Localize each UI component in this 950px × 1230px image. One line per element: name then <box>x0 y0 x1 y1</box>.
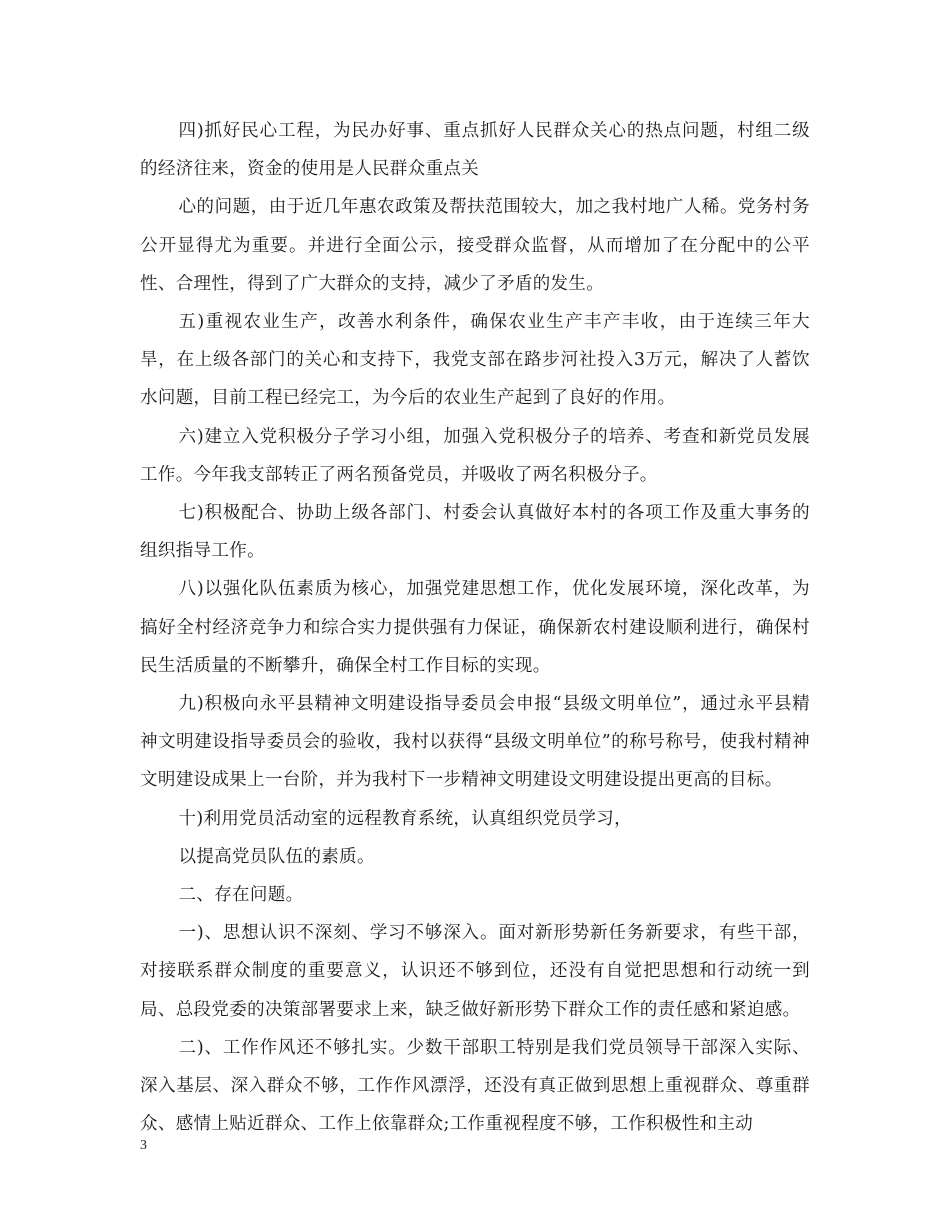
paragraph-10-continued: 以提高党员队伍的素质。 <box>178 846 375 867</box>
paragraph-4: 四)抓好民心工程，为民办好事、重点抓好人民群众关心的热点问题，村组二级的经济往来，资金的使用是人民群众重点关 <box>140 121 810 180</box>
page-number: 3 <box>140 1138 147 1153</box>
paragraph-7: 七)积极配合、协助上级各部门、村委会认真做好本村的各项工作及重大事务的组织指导工作。 <box>140 503 810 562</box>
problem-1: 一)、思想认识不深刻、学习不够深入。面对新形势新任务新要求，有些干部，对接联系群众制度的重要意义，认识还不够到位，还没有自觉把思想和行动统一到局、总段党委的决策部署要求上来，缺乏做好新形势下群众工作的责任感和紧迫感。 <box>140 923 810 1020</box>
paragraph-10: 十)利用党员活动室的远程教育系统，认真组织党员学习， <box>178 808 632 829</box>
document-body <box>140 112 810 1143</box>
paragraph-4-continued: 心的问题，由于近几年惠农政策及帮扶范围较大，加之我村地广人稀。党务村务公开显得尤为重要。并进行全面公示，接受群众监督，从而增加了在分配中的公平性、合理性，得到了广大群众的支持，减少了矛盾的发生。 <box>140 197 810 294</box>
paragraph-8: 八)以强化队伍素质为核心，加强党建思想工作，优化发展环境，深化改革，为搞好全村经济竞争力和综合实力提供强有力保证，确保新农村建设顺利进行，确保村民生活质量的不断攀升，确保全村工作目标的实现。 <box>140 579 810 676</box>
paragraph-6: 六)建立入党积极分子学习小组，加强入党积极分子的培养、考查和新党员发展工作。今年我支部转正了两名预备党员，并吸收了两名积极分子。 <box>140 426 810 485</box>
paragraph-5: 五)重视农业生产，改善水利条件，确保农业生产丰产丰收，由于连续三年大旱，在上级各部门的关心和支持下，我党支部在路步河社投入3万元，解决了人蓄饮水问题，目前工程已经完工，为今后的农业生产起到了良好的作用。 <box>140 312 810 409</box>
paragraph-9: 九)积极向永平县精神文明建设指导委员会申报“县级文明单位”，通过永平县精神文明建设指导委员会的验收，我村以获得“县级文明单位”的称号称号，使我村精神文明建设成果上一台阶，并为我村下一步精神文明建设文明建设提出更高的目标。 <box>140 694 810 791</box>
section-heading-problems: 二、存在问题。 <box>178 885 304 906</box>
problem-2: 二)、工作作风还不够扎实。少数干部职工特别是我们党员领导干部深入实际、深入基层、深入群众不够，工作作风漂浮，还没有真正做到思想上重视群众、尊重群众、感情上贴近群众、工作上依靠群众;工作重视程度不够，工作积极性和主动 <box>140 1037 810 1135</box>
